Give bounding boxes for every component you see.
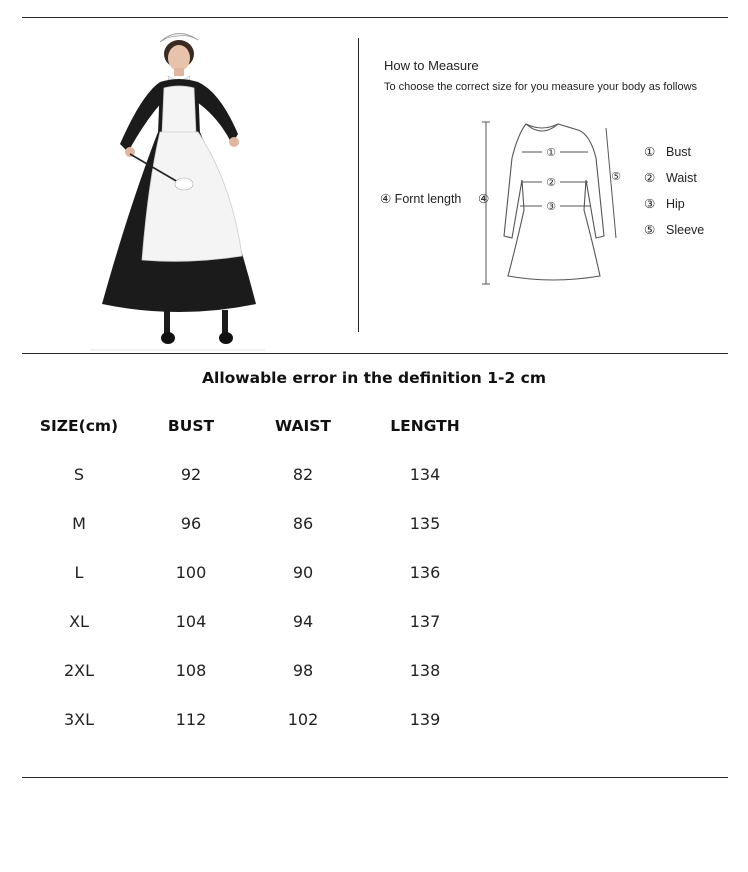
cell-waist: 82 [292, 465, 314, 484]
legend-item: ② Waist [644, 171, 697, 185]
cell-bust: 104 [175, 612, 207, 631]
cell-size: M [72, 514, 86, 533]
cell-bust: 108 [175, 661, 207, 680]
table-row [22, 646, 490, 695]
header-size: SIZE(cm) [39, 416, 119, 435]
sleeve-marker: ⑤ [611, 170, 621, 183]
cell-length: 138 [409, 661, 441, 680]
cell-bust: 112 [175, 710, 207, 729]
cell-size: 2XL [63, 661, 95, 680]
how-to-measure-panel [372, 50, 742, 300]
hip-marker: ③ [546, 200, 556, 213]
table-row [22, 597, 490, 646]
cell-size: S [73, 465, 85, 484]
front-length-label: ④ Fornt length [380, 192, 462, 206]
measure-subtitle: To choose the correct size for you measure your body as follows [384, 81, 698, 93]
cell-size: 3XL [63, 710, 95, 729]
cell-bust: 92 [180, 465, 202, 484]
legend-item: ⑤ Sleeve [644, 223, 705, 237]
measure-title: How to Measure [384, 58, 479, 73]
dress-sketch-icon [482, 118, 632, 288]
header-length: LENGTH [390, 416, 460, 435]
table-row [22, 450, 490, 499]
header-waist: WAIST [275, 416, 331, 435]
middle-rule [22, 353, 728, 354]
cell-length: 137 [409, 612, 441, 631]
front-length-marker: ④ [478, 192, 490, 206]
vertical-divider [358, 38, 359, 332]
measure-legend [644, 144, 704, 248]
size-chart-table [22, 401, 490, 744]
cell-size: L [74, 563, 84, 582]
cell-length: 136 [409, 563, 441, 582]
cell-bust: 100 [175, 563, 207, 582]
waist-marker: ② [546, 176, 556, 189]
bottom-rule [22, 777, 728, 778]
bust-marker: ① [546, 146, 556, 159]
header-bust: BUST [167, 416, 215, 435]
cell-length: 134 [409, 465, 441, 484]
cell-waist: 90 [292, 563, 314, 582]
cell-size: XL [69, 612, 89, 631]
legend-item: ③ Hip [644, 197, 685, 211]
table-header-row [22, 401, 490, 450]
top-rule [22, 17, 728, 18]
table-row [22, 695, 490, 744]
legend-item: ① Bust [644, 145, 692, 159]
table-row [22, 548, 490, 597]
cell-length: 135 [409, 514, 441, 533]
maid-costume-photo [90, 24, 265, 352]
table-row [22, 499, 490, 548]
cell-waist: 94 [292, 612, 314, 631]
cell-bust: 96 [180, 514, 202, 533]
allowable-error-caption: Allowable error in the definition 1-2 cm [202, 369, 546, 387]
cell-waist: 98 [292, 661, 314, 680]
cell-length: 139 [409, 710, 441, 729]
cell-waist: 86 [292, 514, 314, 533]
cell-waist: 102 [287, 710, 319, 729]
